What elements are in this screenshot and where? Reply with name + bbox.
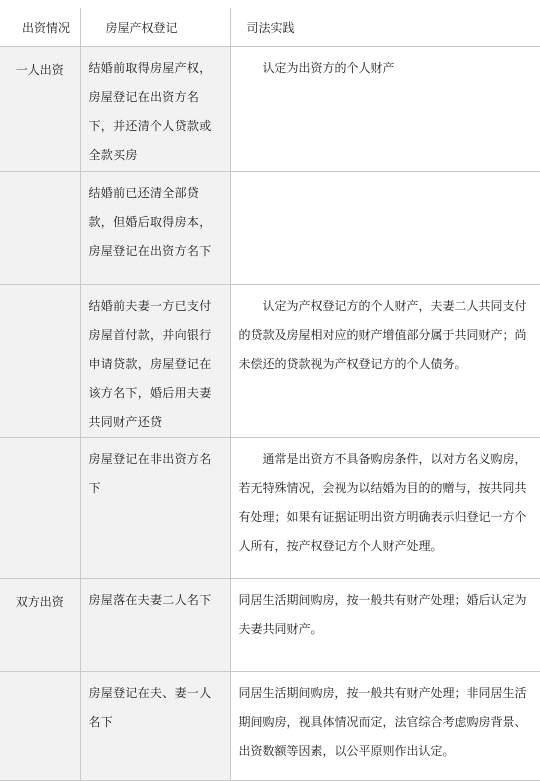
practice-cell: [230, 172, 540, 285]
header-funding: 出资情况: [0, 8, 80, 47]
practice-cell: 认定为产权登记方的个人财产，夫妻二人共同支付的贷款及房屋相对应的财产增值部分属于共同财产；尚未偿还的贷款视为产权登记方的个人债务。: [230, 285, 540, 438]
header-row: [0, 8, 540, 47]
group-label-empty: [0, 285, 80, 438]
practice-cell: 通常是出资方不具备购房条件，以对方名义购房，若无特殊情况，会视为以结婚为目的的赠与，按共同共有处理；如果有证据证明出资方明确表示归登记一方个人所有，按产权登记方个人财产处理。: [230, 438, 540, 579]
table-row: [0, 172, 540, 285]
table-row: [0, 672, 540, 781]
table-row: [0, 579, 540, 672]
registration-cell: 房屋登记在非出资方名下: [80, 438, 230, 579]
header-registration: 房屋产权登记: [80, 8, 230, 47]
practice-cell: 同居生活期间购房，按一般共有财产处理；婚后认定为夫妻共同财产。: [230, 579, 540, 672]
table-row: [0, 438, 540, 579]
group-label-single: 一人出资: [0, 47, 80, 172]
group-label-empty: [0, 172, 80, 285]
practice-cell: 同居生活期间购房，按一般共有财产处理；非同居生活期间购房，视具体情况而定，法官综合考虑购房背景、出资数额等因素，以公平原则作出认定。: [230, 672, 540, 781]
header-practice: 司法实践: [230, 8, 540, 47]
registration-cell: 结婚前夫妻一方已支付房屋首付款，并向银行申请贷款，房屋登记在该方名下，婚后用夫妻共同财产还贷: [80, 285, 230, 438]
group-label-double: 双方出资: [0, 579, 80, 672]
registration-cell: 结婚前取得房屋产权，房屋登记在出资方名下，并还清个人贷款或全款买房: [80, 47, 230, 172]
table-row: [0, 285, 540, 438]
practice-cell: 认定为出资方的个人财产: [230, 47, 540, 172]
registration-cell: 房屋登记在夫、妻一人名下: [80, 672, 230, 781]
table-row: [0, 47, 540, 172]
registration-cell: 结婚前已还清全部贷款，但婚后取得房本，房屋登记在出资方名下: [80, 172, 230, 285]
group-label-empty: [0, 672, 80, 781]
property-table: [0, 8, 540, 781]
registration-cell: 房屋落在夫妻二人名下: [80, 579, 230, 672]
group-label-empty: [0, 438, 80, 579]
